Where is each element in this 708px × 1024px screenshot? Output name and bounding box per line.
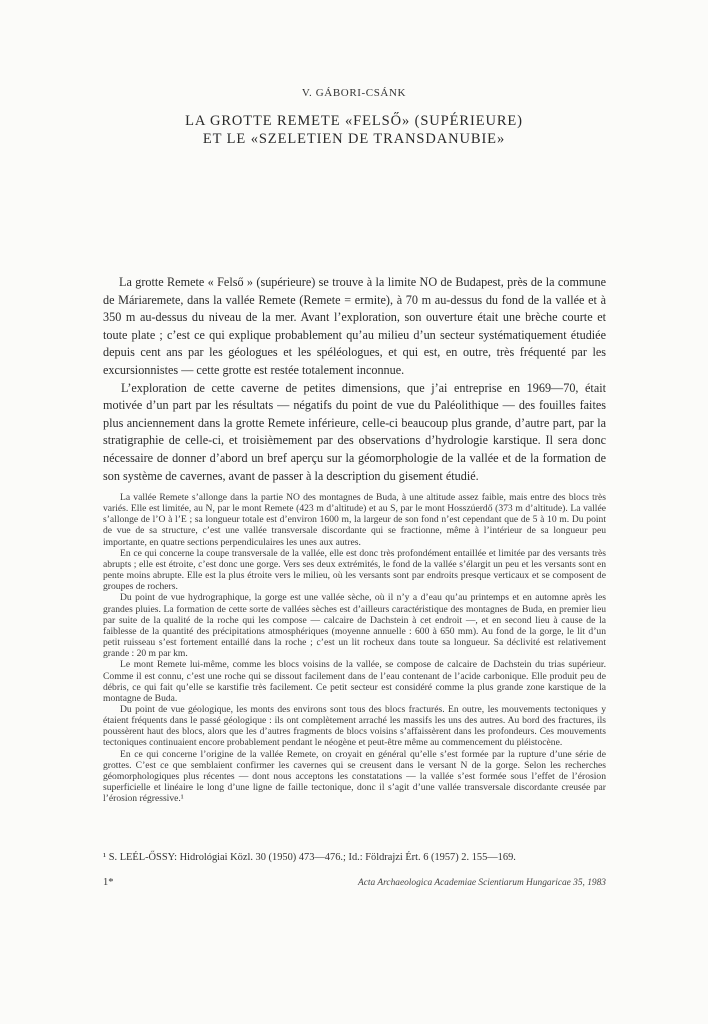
page-folio: 1* (103, 877, 114, 888)
body-paragraph-1: La grotte Remete « Felső » (supérieure) se trouve à la limite NO de Budapest, près de la commune de Máriaremete, dans la vallée Remete (Remete = ermite), à 70 m au-dessus du fond de la vallée et à 350 m au-dessus du niveau de la mer. Avant l’exploration, son ouverture était une brèche courte et toute plate ; c’est ce qui explique probablement qu’au milieu d’un secteur systématiquement étudiée depuis cent ans par les géologues et les spéléologues, et qui est, en outre, très fréquenté par les excursionnistes — cette grotte est restée totalement inconnue. (103, 275, 606, 377)
article-title (60, 112, 648, 148)
small-paragraph-2: En ce qui concerne la coupe transversale de la vallée, elle est donc très profondément entaillée et limitée par des versants très abrupts ; elle est étroite, c’est donc une gorge. Vers ses deux extrémités, le fond de la vallée s’élargit un peu et les versants sont en pente moins abrupte. Elle est la plus étroite vers le milieu, où les versants sont par endroits presque verticaux et se composent de groupes de rochers. (103, 547, 606, 593)
small-paragraph-1: La vallée Remete s’allonge dans la partie NO des montagnes de Buda, à une altitude assez faible, mais entre des blocs très variés. Elle est limitée, au N, par le mont Remete (423 m d’altitude) et au S, par le mont Hosszúerdő (373 m d’altitude). La vallée s’allonge de l’O à l’E ; sa longueur totale est d’environ 1600 m, la largeur de son fond n’est cependant que de 5 à 10 m. Du point de vue de sa structure, c’est une vallée transversale discordante qui se fractionne, même à l’intérieur de sa longueur peu importante, en quatre sections perpendiculaires les unes aux autres. (103, 492, 606, 548)
small-paragraph-5: Du point de vue géologique, les monts des environs sont tous des blocs fracturés. En outre, les mouvements tectoniques y étaient fréquents dans le passé géologique : ils ont complètement arraché les massifs les uns des autres. Au bord des fractures, ils poussèrent haut des blocs, alors que les d’autres fragments de blocs voisins s’affaissèrent dans les profondeurs. Ces mouvements tectoniques continuaient encore probablement pendant le néogène et peut-être même au commencement du pléistocène. (103, 703, 606, 749)
small-paragraph-4: Le mont Remete lui-même, comme les blocs voisins de la vallée, se compose de calcaire de Dachstein du trias supérieur. Comme il est connu, c’est une roche qui se dissout facilement dans de l’eau contenant de l’acide carbonique. Elle produit peu de débris, ce qui fait qu’elle se karstifie très facilement. Ce petit secteur est considéré comme la plus grande zone karstique de la montagne de Buda. (103, 659, 606, 704)
title-line-1: LA GROTTE REMETE «FELSŐ» (SUPÉRIEURE) (185, 113, 523, 129)
footnote-text: S. LEÉL-ŐSSY: Hidrológiai Közl. 30 (1950) 473—476.; Id.: Földrajzi Ért. 6 (1957) 2. 155—169. (108, 852, 516, 863)
footnote-marker: ¹ (103, 852, 107, 863)
main-body (103, 274, 606, 485)
small-print-section (103, 492, 606, 804)
author-name: V. GÁBORI-CSÁNK (301, 87, 407, 99)
small-paragraph-6: En ce qui concerne l’origine de la vallée Remete, on croyait en général qu’elle s’est formée par la rupture d’une série de grottes. C’est ce que semblaient confirmer les cavernes qui se creusent dans le versant N de la gorge. Selon les recherches géomorphologiques plus récentes — dont nous acceptons les constatations — la vallée s’est formée sous l’effet de l’érosion superficielle et linéaire le long d’une ligne de faille tectonique, donc il s’agit d’une vallée transversale discordante creusée par l’érosion régressive.¹ (103, 748, 606, 805)
footnote (103, 851, 606, 864)
small-paragraph-3: Du point de vue hydrographique, la gorge est une vallée sèche, où il n’y a d’eau qu’au printemps et en automne après les grandes pluies. La formation de cette sorte de vallées sèches est d’ailleurs caractéristique des montagnes de Buda, en premier lieu par suite de la qualité de la roche qui les compose — calcaire de Dachstein à cet endroit —, et en second lieu à cause de la faiblesse de la quantité des précipitations atmosphériques (moyenne annuelle : 600 à 650 mm). Au fond de la gorge, le lit d’un petit ruisseau s’est fortement entaillé dans la roche ; c’est un lit rocheux dans toute sa longueur. Sa déclivité est relativement grande : 20 m par km. (103, 592, 606, 660)
body-paragraph-2: L’exploration de cette caverne de petites dimensions, que j’ai entreprise en 1969—70, était motivée d’un part par les résultats — négatifs du point de vue du Paléolithique — des fouilles faites plus anciennement dans la grotte Remete inférieure, celle-ci beaucoup plus grande, d’autre part, par la stratigraphie de celle-ci, et troisièmement par des observations d’hydrologie karstique. Il sera donc nécessaire de donner d’abord un bref aperçu sur la géomorphologie de la vallée et de la formation de son système de cavernes, avant de passer à la description du gisement étudié. (103, 380, 606, 483)
running-title: Acta Archaeologica Academiae Scientiarum Hungaricae 35, 1983 (358, 878, 606, 888)
title-line-2: ET LE «SZELETIEN DE TRANSDANUBIE» (202, 131, 506, 147)
